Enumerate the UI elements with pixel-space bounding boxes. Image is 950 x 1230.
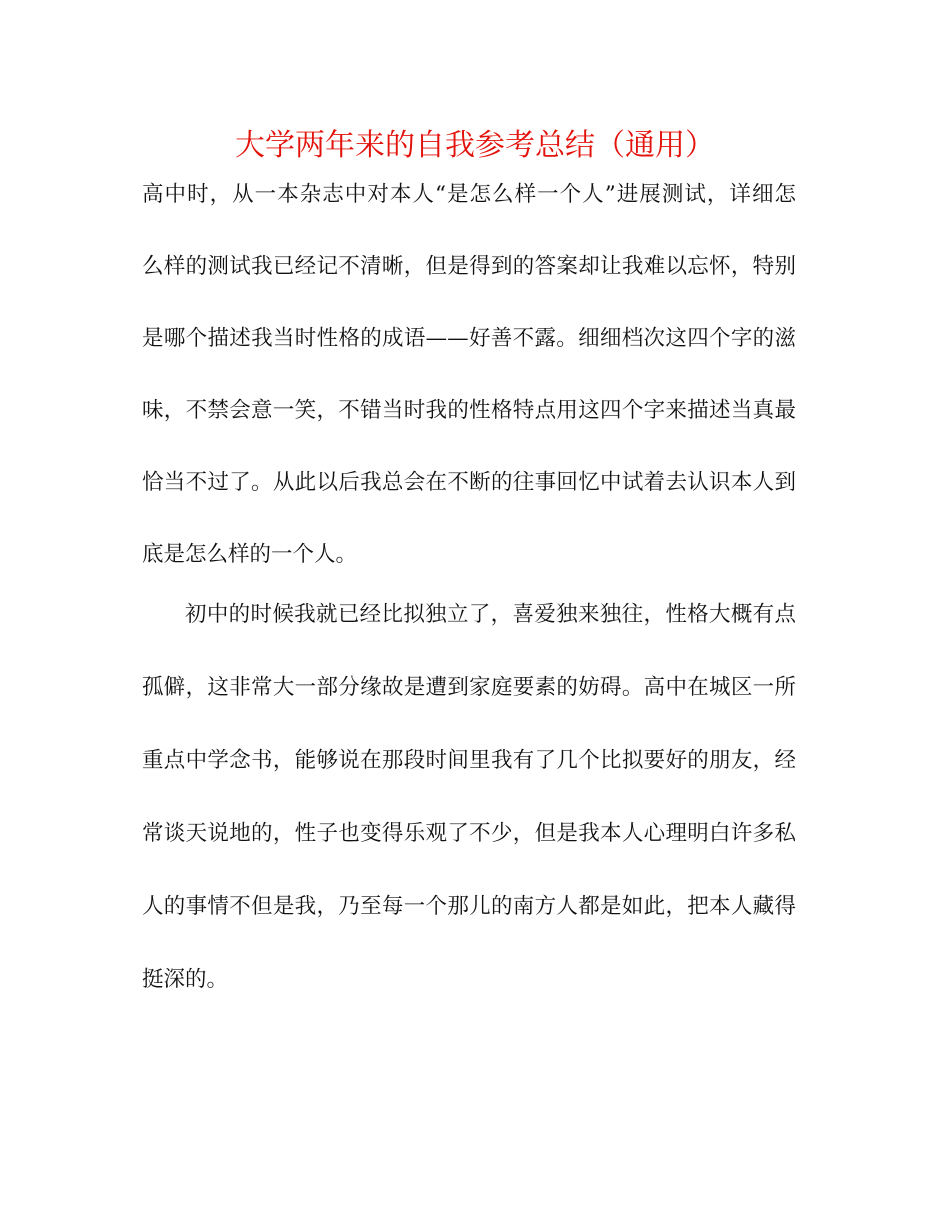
paragraph-1-line-5: 恰当不过了。从此以后我总会在不断的往事回忆中试着去认识本人到 (142, 470, 796, 495)
paragraph-2-line-1: 初中的时候我就已经比拟独立了，喜爱独来独往，性格大概有点 (185, 602, 796, 627)
paragraph-2-line-6: 挺深的。 (142, 967, 229, 992)
paragraph-2-line-4: 常谈天说地的，性子也变得乐观了不少，但是我本人心理明白许多私 (142, 821, 796, 846)
paragraph-2-line-2: 孤僻，这非常大一部分缘故是遭到家庭要素的妨碍。高中在城区一所 (142, 675, 796, 700)
paragraph-2-line-3: 重点中学念书，能够说在那段时间里我有了几个比拟要好的朋友，经 (142, 748, 796, 773)
paragraph-1-line-3: 是哪个描述我当时性格的成语——好善不露。细细档次这四个字的滋 (142, 326, 796, 351)
paragraph-1-line-1: 高中时，从一本杂志中对本人“是怎么样一个人”进展测试，详细怎 (142, 182, 796, 207)
paragraph-1-line-6: 底是怎么样的一个人。 (142, 542, 358, 567)
paragraph-1-line-2: 么样的测试我已经记不清晰，但是得到的答案却让我难以忘怀，特别 (142, 254, 796, 279)
paragraph-2-line-5: 人的事情不但是我，乃至每一个那儿的南方人都是如此，把本人藏得 (142, 894, 796, 919)
document-title: 大学两年来的自我参考总结（通用） (235, 128, 715, 163)
paragraph-1-line-4: 味，不禁会意一笑，不错当时我的性格特点用这四个字来描述当真最 (142, 398, 796, 423)
